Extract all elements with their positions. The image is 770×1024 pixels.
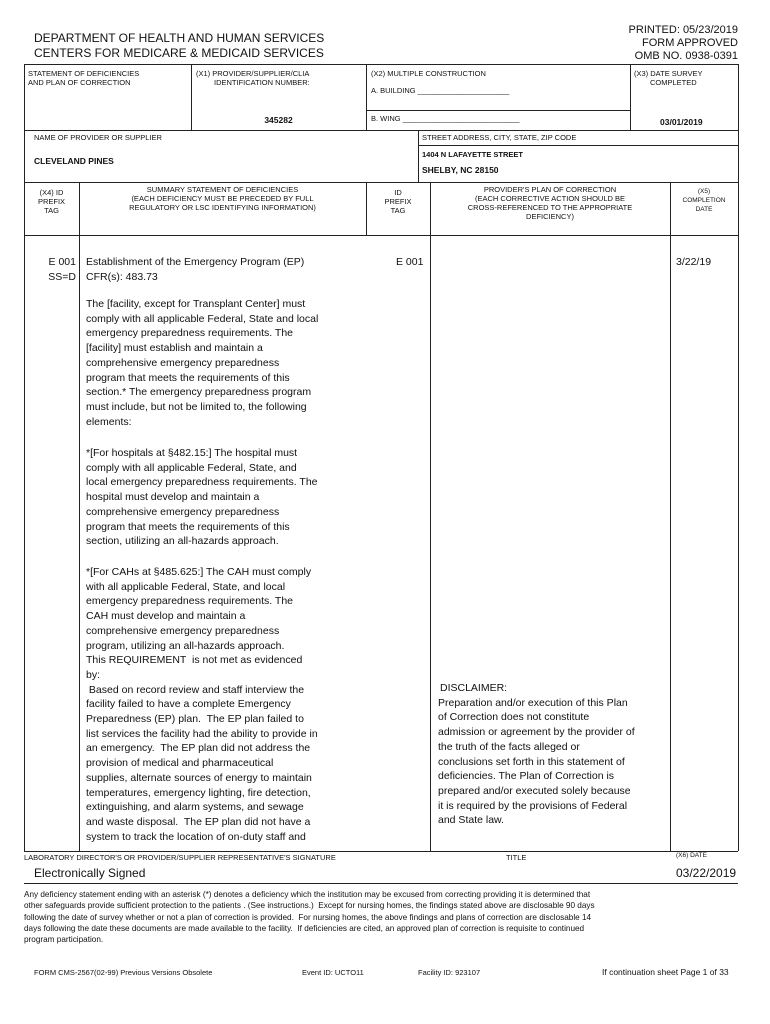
plan-id-tag: E 001 [396,256,424,268]
provider-number: 345282 [264,115,293,125]
department-name: DEPARTMENT OF HEALTH AND HUMAN SERVICES [34,31,325,45]
omb-number: OMB NO. 0938-0391 [634,50,738,62]
event-id: Event ID: UCTO11 [302,968,364,977]
deficiency-tag: E 001 SS=D [48,256,76,283]
provider-id-label: (X1) PROVIDER/SUPPLIER/CLIA IDENTIFICATION NUMBER: [196,69,310,87]
summary-header: SUMMARY STATEMENT OF DEFICIENCIES (EACH DEFICIENCY MUST BE PRECEDED BY FULL REGULATORY OR LSC IDENTIFYING INFORMATION) [129,185,316,212]
printed-date: PRINTED: 05/23/2019 [628,24,738,36]
wing-field: B. WING ____________________________ [371,114,520,123]
signature-label: LABORATORY DIRECTOR'S OR PROVIDER/SUPPLIER REPRESENTATIVE'S SIGNATURE [24,853,336,862]
provider-name-label: NAME OF PROVIDER OR SUPPLIER [34,133,162,142]
completion-date: 3/22/19 [676,256,712,268]
x5-header: (X5) COMPLETION DATE [682,188,726,213]
provider-name: CLEVELAND PINES [34,156,114,166]
form-number: FORM CMS-2567(02-99) Previous Versions Obsolete [34,968,213,977]
title-label: TITLE [506,853,527,862]
deficiency-text-2: *[For hospitals at §482.15:] The hospital must comply with all applicable Federal, State, and local emergency preparedness requirements. The hospital must develop and maintain a comprehensive emergency preparedness program that meets the requirements of this section, utilizing an all-hazards approach. [86,447,318,548]
date-label: (X6) DATE [676,852,707,859]
signature-value: Electronically Signed [34,866,146,880]
plan-header: PROVIDER'S PLAN OF CORRECTION (EACH CORRECTIVE ACTION SHOULD BE CROSS-REFERENCED TO THE APPROPRIATE DEFICIENCY) [467,185,633,221]
signature-date: 03/22/2019 [676,866,737,880]
x4-header: (X4) ID PREFIX TAG [37,188,66,215]
city-state-zip: SHELBY, NC 28150 [422,165,499,175]
building-field: A. BUILDING ______________________ [371,86,510,95]
disclaimer: DISCLAIMER: Preparation and/or execution of this Plan of Correction does not constitute admission or agreement by the provider of the truth of the facts alleged or conclusions set forth in this statement of deficiencies. The Plan of Correction is prepared and/or executed solely because it is required by the provisions of Federal and State law. [438,682,635,827]
footnote: Any deficiency statement ending with an asterisk (*) denotes a deficiency which the institution may be excused from correcting providing it is determined that other safeguards provide sufficient protection to the patients . (See instructions.) Except for nursing homes, the findings stated above are disclosable 90 days following the date of survey whether or not a plan of correction is provided. For nursing homes, the above findings and plans of correction are disclosable 14 days following the date these documents are made available to the facility. If deficiencies are cited, an approved plan of correction is requisite to continued program participation. [24,890,595,945]
agency-name: CENTERS FOR MEDICARE & MEDICAID SERVICES [34,46,324,60]
street-address: 1404 N LAFAYETTE STREET [422,150,524,159]
facility-id: Facility ID: 923107 [418,968,481,977]
id-header: ID PREFIX TAG [384,188,412,215]
statement-label: STATEMENT OF DEFICIENCIES AND PLAN OF CORRECTION [28,69,140,87]
survey-date: 03/01/2019 [660,117,703,127]
multiple-construction-label: (X2) MULTIPLE CONSTRUCTION [371,69,486,78]
agency-header [34,31,324,61]
form-approved: FORM APPROVED [642,37,738,49]
form-approval-block [629,24,738,63]
deficiency-text-3: *[For CAHs at §485.625:] The CAH must comply with all applicable Federal, State, and local emergency preparedness requirements. The CAH must develop and maintain a comprehensive emergency preparedness program, utilizing an all-hazards approach. This REQUIREMENT is not met as evidenced by: Based on record review and staff interview the facility failed to have a complete Emergency Preparedness (EP) plan. The EP plan failed to list services the facility had the ability to provide in an emergency. The EP plan did not address the provision of medical and pharmaceutical supplies, alternate sources of energy to maintain temperatures, emergency lighting, fire detection, extinguishing, and alarm systems, and sewage and waste disposal. The EP plan did not have a system to track the location of on-duty staff and [86,566,318,843]
deficiency-title: Establishment of the Emergency Program (EP) CFR(s): 483.73 [86,256,305,283]
deficiency-text-1: The [facility, except for Transplant Center] must comply with all applicable Federal, State and local emergency preparedness requirements. The [facility] must establish and maintain a comprehensive emergency preparedness program that meets the requirements of this section.* The emergency preparedness program must include, but not be limited to, the following elements: [86,298,319,428]
page-number: If continuation sheet Page 1 of 33 [602,967,729,977]
address-label: STREET ADDRESS, CITY, STATE, ZIP CODE [422,133,577,142]
survey-date-label: (X3) DATE SURVEY COMPLETED [634,69,703,87]
